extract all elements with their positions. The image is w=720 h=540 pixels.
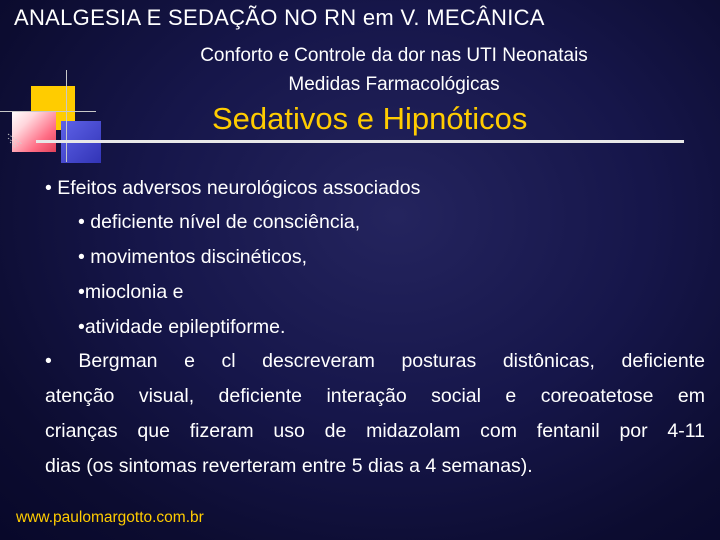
sub-bullet-consciousness: • deficiente nível de consciência,: [78, 211, 361, 233]
paragraph-line: atenção visual, deficiente interação social e coreoatetose em: [45, 385, 705, 407]
sub-bullet-movements: • movimentos discinéticos,: [78, 246, 307, 268]
subtitle-line-1: Conforto e Controle da dor nas UTI Neonatais: [200, 45, 588, 66]
sub-bullet-myoclonus: •mioclonia e: [78, 281, 184, 303]
logo-vertical-line: [66, 70, 67, 162]
heading-underline: [36, 140, 684, 143]
paragraph-line: dias (os sintomas reverteram entre 5 dias a 4 semanas).: [45, 455, 533, 477]
slide-title: ANALGESIA E SEDAÇÃO NO RN em V. MECÂNICA: [14, 5, 545, 30]
decorative-squares-logo: [0, 70, 110, 160]
paragraph-line: crianças que fizeram uso de midazolam com fentanil por 4-11: [45, 420, 705, 442]
bullet-adverse-effects: • Efeitos adversos neurológicos associados: [45, 177, 421, 199]
sub-bullet-epileptiform: •atividade epileptiforme.: [78, 316, 286, 338]
website-link[interactable]: www.paulomargotto.com.br: [16, 509, 204, 526]
logo-dotted-lines: [4, 132, 30, 154]
subtitle-line-2: Medidas Farmacológicas: [288, 74, 500, 95]
section-heading: Sedativos e Hipnóticos: [212, 101, 528, 136]
paragraph-line: • Bergman e cl descreveram posturas distônicas, deficiente: [45, 350, 705, 372]
logo-horizontal-line: [0, 111, 96, 112]
